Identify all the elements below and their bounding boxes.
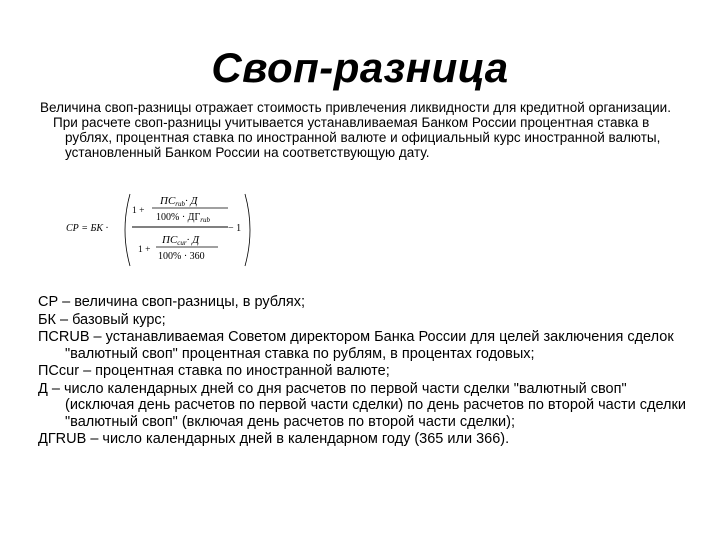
lower-one-plus: 1 + — [138, 245, 151, 255]
swap-difference-formula — [60, 190, 260, 270]
minus-one: − 1 — [228, 223, 242, 234]
definition-item: ДГRUB – число календарных дней в календарном году (365 или 366). — [38, 431, 510, 447]
definitions-list — [38, 294, 698, 449]
right-paren — [245, 194, 250, 266]
left-paren — [125, 194, 130, 266]
upper-denominator: $100\% \cdot ДГ_{rub}$ — [156, 212, 210, 224]
intro-paragraph-1: Величина своп-разницы отражает стоимость привлечения ликвидности для кредитной организации. — [40, 100, 671, 115]
definition-item: Д – число календарных дней со дня расчетов по первой части сделки "валютный своп" (исключая день расчетов по первой части сделки) по день расчетов по второй части сделки "валютный своп" (включая день расчетов по второй части сделки); — [38, 380, 686, 430]
upper-numerator-ps: ПСrub· Д — [160, 195, 198, 208]
formula-lhs: СР = БК · — [66, 223, 109, 234]
definition-item: ПСRUB – устанавливаемая Советом директором Банка России для целей заключения сделок "валютный своп" процентная ставка по рублям, в процентах годовых; — [38, 329, 674, 362]
lower-denominator: 100% · 360 — [158, 251, 205, 262]
intro-text — [40, 100, 690, 160]
definition-item: СР – величина своп-разницы, в рублях; — [38, 294, 306, 310]
page-title: Своп-разница — [211, 44, 509, 91]
intro-paragraph-2: При расчете своп-разницы учитывается устанавливаемая Банком России процентная ставка в рублях, процентная ставка по иностранной валюте и официальный курс иностранной валюты, установленный Банком России на соответствующую дату. — [53, 115, 661, 160]
upper-one-plus: 1 + — [132, 206, 145, 216]
lower-numerator-ps: ПСcur· Д — [162, 234, 200, 247]
definition-item: БК – базовый курс; — [38, 311, 166, 328]
definition-item: ПСcur – процентная ставка по иностранной валюте; — [38, 363, 390, 379]
